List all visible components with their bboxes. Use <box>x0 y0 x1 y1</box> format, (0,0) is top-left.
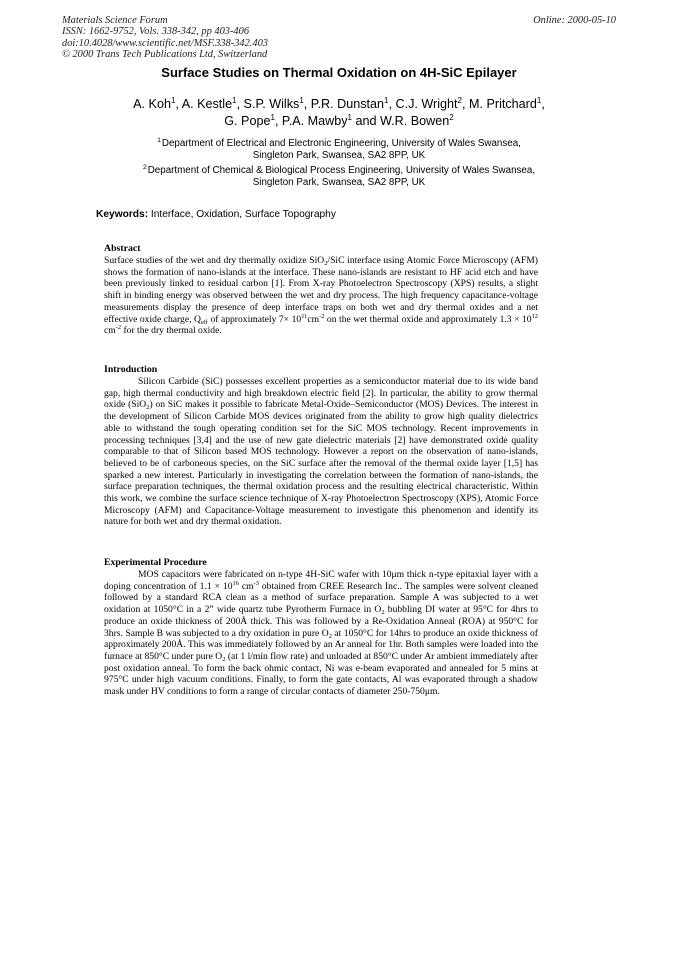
experimental-heading: Experimental Procedure <box>104 557 207 568</box>
body-text: Surface studies of the wet and dry thermally oxidize SiO <box>104 255 325 266</box>
body-text: /SiC interface using Atomic Force Microscopy (AFM) shows the formation of nano-islands at the interface. These nano-islands are resistant to HF acid etch and have been previously linked to residual carbon [1]. From X-ray Photoelectron Spectroscopy (XPS) results, a slight shift in binding energy was observed between the wet and dry process. The high frequency capacitance-voltage measurements display the presence of deep interface traps on both wet and dry thermal oxides and a net effective oxide charge, Q <box>104 255 538 325</box>
author-name: A. Koh <box>133 97 171 111</box>
superscript-text: 11 <box>301 312 308 320</box>
affiliation-marker: 1 <box>232 96 237 105</box>
abstract-paragraph <box>104 255 538 337</box>
keywords <box>96 209 336 220</box>
superscript-text: -3 <box>253 579 259 587</box>
author-name: , S.P. Wilks <box>236 97 300 111</box>
subscript-text: 2 <box>328 632 332 640</box>
affiliation-line: Singleton Park, Swansea, SA2 8PP, UK <box>252 150 426 161</box>
subscript-text: 2 <box>222 655 226 663</box>
author-name: G. Pope <box>224 113 271 128</box>
body-text: cm <box>104 325 116 337</box>
affiliation-line: Department of Chemical & Biological Process Engineering, University of Wales Swansea, <box>147 165 536 176</box>
author-name: , C.J. Wright <box>388 97 458 111</box>
keywords-label: Keywords: <box>96 209 149 220</box>
affiliation-line: Singleton Park, Swansea, SA2 8PP, UK <box>252 177 426 188</box>
affiliation-marker: 1 <box>170 96 176 105</box>
affiliation-line: Department of Electrical and Electronic Engineering, University of Wales Swansea, <box>161 138 521 149</box>
body-text: bubbling DI water at 95°C for 4hrs to produce an oxide thickness of 200Å thick. This was followed by a Re-Oxidation Anneal (ROA) at 950°C for 3hrs. Sample B was subjected to a dry oxidation in pure O <box>104 604 538 639</box>
affiliation-marker: 2 <box>142 164 147 171</box>
body-text: cm <box>238 580 254 592</box>
author-name: , P.R. Dunstan <box>303 97 385 111</box>
abstract-heading: Abstract <box>104 243 141 254</box>
affiliation-1 <box>60 138 618 162</box>
subscript-text: 2 <box>324 260 328 267</box>
subscript-text: 2 <box>146 404 150 412</box>
keywords-text: Interface, Oxidation, Surface Topography <box>148 209 336 220</box>
author-list <box>60 96 618 129</box>
affiliation-marker: 2 <box>449 112 454 122</box>
subscript-text: eff <box>200 318 208 326</box>
online-date: Online: 2000-05-10 <box>533 15 616 26</box>
abstract-section <box>104 243 538 337</box>
body-text: MOS capacitors were fabricated on n-type 4H-SiC wafer with 10μm thick n-type epitaxial layer with a doping concentration of 1.1 × 10 <box>104 569 538 592</box>
body-text: (at 1 l/min flow rate) and unloaded at 850°C under Ar ambient immediately after post oxidation anneal. To form the back ohmic contact, Ni was e-beam evaporated and annealed for 5 mins at 975°C under high vacuum conditions. Finally, to form the gate contacts, Al was evaporated through a shadow mask under HV conditions to form a range of circular contacts of diameter 250-750μm. <box>104 650 539 698</box>
copyright-line: © 2000 Trans Tech Publications Ltd, Switzerland <box>62 49 268 61</box>
body-text: of approximately 7× 10 <box>207 313 302 325</box>
subscript-text: 2 <box>381 609 385 617</box>
experimental-paragraph <box>104 569 538 698</box>
journal-header <box>62 15 268 61</box>
body-text: for the dry thermal oxide. <box>121 325 222 337</box>
experimental-section <box>104 557 538 698</box>
author-name: and W.R. Bowen <box>351 113 450 128</box>
paper-title: Surface Studies on Thermal Oxidation on 4H-SiC Epilayer <box>161 65 517 80</box>
superscript-text: -2 <box>115 324 122 332</box>
author-name: , M. Pritchard <box>462 97 537 111</box>
introduction-section <box>104 364 538 528</box>
affiliation-marker: 2 <box>457 96 462 105</box>
body-text: cm <box>307 313 320 325</box>
doi-line[interactable]: doi:10.4028/www.scientific.net/MSF.338-342.403 <box>62 37 268 49</box>
author-separator: , <box>541 97 545 111</box>
author-name: , A. Kestle <box>175 97 233 111</box>
journal-name: Materials Science Forum <box>62 15 168 26</box>
affiliation-2 <box>60 165 618 189</box>
affiliation-marker: 1 <box>299 96 304 105</box>
affiliation-marker: 1 <box>270 112 275 122</box>
body-text: at 1050°C for 14hrs to produce an oxide thickness of approximately 200Å. This was immediately followed by an Ar anneal for 1hr. Both samples were loaded into the furnace at 850°C under pure O <box>104 627 538 662</box>
affiliation-marker: 1 <box>536 96 542 105</box>
body-text: obtained from CREE Research Inc.. The samples were solvent cleaned followed by a standard RCA clean as a method of surface preparation. Sample A was subjected to a wet oxidation at 1050°C in a 2” wide quartz tube Pyrotherm Furnace in O <box>104 580 539 616</box>
body-text: Silicon Carbide (SiC) possesses excellent properties as a semiconductor material due to its wide band gap, high thermal conductivity and high breakdown electric field [2]. In particular, the ability to grow thermal oxide (SiO <box>104 376 538 411</box>
issn-line: ISSN: 1662-9752, Vols. 338-342, pp 403-406 <box>62 26 250 38</box>
affiliation-marker: 1 <box>384 96 389 105</box>
superscript-text: 12 <box>531 312 538 320</box>
body-text: on the wet thermal oxide and approximately 1.3 × 10 <box>324 313 532 325</box>
affiliation-marker: 1 <box>157 137 161 144</box>
superscript-text: -2 <box>319 312 325 320</box>
author-name: , P.A. Mawby <box>274 113 348 128</box>
introduction-heading: Introduction <box>104 364 158 375</box>
superscript-text: 16 <box>232 579 239 587</box>
affiliation-marker: 1 <box>347 112 352 122</box>
introduction-paragraph <box>104 376 538 528</box>
body-text: ) on SiC makes it possible to fabricate Metal-Oxide–Semiconductor (MOS) Devices. The interest in the development of Silicon Carbide MOS devices originated from the ability to grow high quality dielectrics able to withstand the tough operating condition set for the SiC MOS technology. Recent improvements in processing techniques [3,4] and the use of new gate dielectric materials [2] have demonstrated oxide quality comparable to that of Silicon based MOS technology. However a report on the observation of nano-islands, believed to be of carboneous species, on the SiC surface after the removal of the thermal oxide layer [1,5] has sparked a new interest. Particularly in investigating the correlation between the formation of nano-islands, the surface preparation techniques, the thermal oxidation process and the resulting electrical characteristic. Within this work, we combine the surface science technique of X-ray Photoelectron Spectroscopy (XPS), Atomic Force Microscopy (AFM) and Capacitance-Voltage measurement to investigate this phenomenon and identify its nature for both wet and dry thermal oxidation. <box>104 399 538 528</box>
